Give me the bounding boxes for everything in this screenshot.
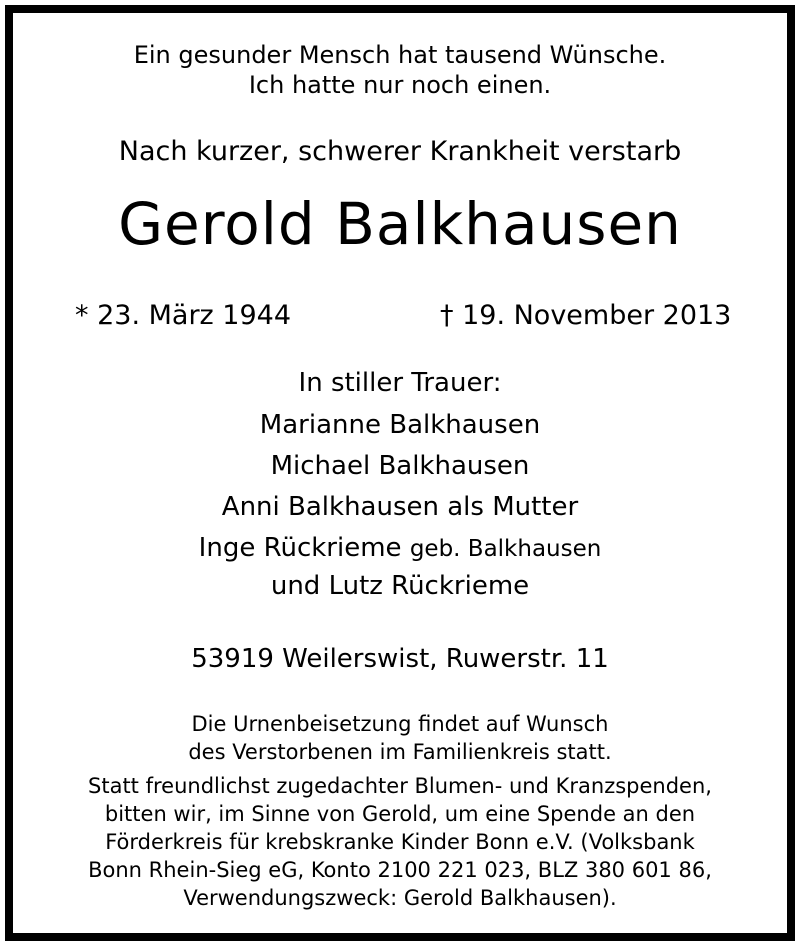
mourner-inge-name: Inge Rückrieme <box>198 533 402 563</box>
mourner-name: Marianne Balkhausen <box>259 410 541 440</box>
burial-note-line-1: Die Urnenbeisetzung findet auf Wunsch <box>191 712 609 736</box>
death-date: † 19. November 2013 <box>440 300 732 331</box>
donation-note-line: bitten wir, im Sinne von Gerold, um eine Spende an den <box>104 802 696 826</box>
motto-line-1: Ein gesunder Mensch hat tausend Wünsche. <box>133 41 667 69</box>
deceased-name: Gerold Balkhausen <box>118 190 682 258</box>
donation-note-line: Verwendungszweck: Gerold Balkhausen). <box>183 886 617 910</box>
birth-date: * 23. März 1944 <box>75 300 292 331</box>
intro-text: Nach kurzer, schwerer Krankheit verstarb <box>118 136 682 167</box>
mourners-heading: In stiller Trauer: <box>298 368 502 398</box>
mourner-name: Anni Balkhausen als Mutter <box>221 492 579 522</box>
mourner-lutz: und Lutz Rückrieme <box>270 571 530 601</box>
donation-note-line: Förderkreis für krebskranke Kinder Bonn e.V. (Volksbank <box>105 830 695 854</box>
burial-note-line-2: des Verstorbenen im Familienkreis statt. <box>188 740 612 764</box>
mourner-inge-suffix: geb. Balkhausen <box>409 536 602 562</box>
mourner-name: Michael Balkhausen <box>270 451 530 481</box>
donation-note-line: Statt freundlichst zugedachter Blumen- und Kranzspenden, <box>88 774 712 798</box>
mourner-inge <box>0 533 800 563</box>
donation-note-line: Bonn Rhein-Sieg eG, Konto 2100 221 023, BLZ 380 601 86, <box>88 858 712 882</box>
motto-line-2: Ich hatte nur noch einen. <box>248 71 552 99</box>
address: 53919 Weilerswist, Ruwerstr. 11 <box>191 644 609 674</box>
